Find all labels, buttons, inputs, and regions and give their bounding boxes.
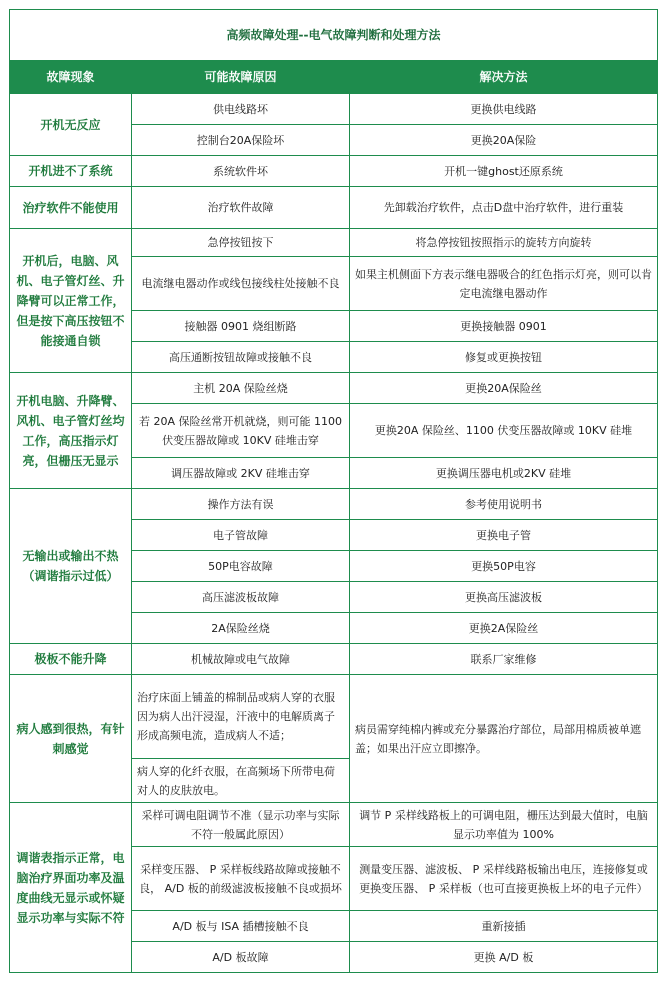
symptom-cell: 开机无反应 (10, 94, 132, 156)
symptom-cell: 开机后，电脑、风机、电子管灯丝、升降臂可以正常工作，但是按下高压按钮不能接通自锁 (10, 229, 132, 373)
cause-cell: 操作方法有误 (132, 489, 350, 520)
cause-cell: 高压通断按钮故障或接触不良 (132, 342, 350, 373)
solution-cell: 更换供电线路 (350, 94, 658, 125)
table-row (10, 373, 658, 404)
cause-cell: 治疗床面上铺盖的棉制品或病人穿的衣服因为病人出汗浸湿，汗液中的电解质离子形成高频电流，造成病人不适； (132, 675, 350, 759)
solution-cell: 测量变压器、滤波板、 P 采样线路板输出电压，连接修复或更换变压器、 P 采样板（也可直接更换板上坏的电子元件） (350, 847, 658, 911)
symptom-cell: 病人感到很热，有针刺感觉 (10, 675, 132, 803)
header-symptom: 故障现象 (10, 61, 132, 94)
cause-cell: 2A保险丝烧 (132, 613, 350, 644)
table-row (10, 644, 658, 675)
solution-cell: 调节 P 采样线路板上的可调电阻，栅压达到最大值时，电脑显示功率值为 100% (350, 803, 658, 847)
cause-cell: 治疗软件故障 (132, 187, 350, 229)
table-title: 高频故障处理--电气故障判断和处理方法 (10, 10, 658, 61)
solution-cell: 病员需穿纯棉内裤或充分暴露治疗部位，局部用棉质被单遮盖；如果出汗应立即擦净。 (350, 675, 658, 803)
symptom-cell: 极板不能升降 (10, 644, 132, 675)
cause-cell: 高压滤波板故障 (132, 582, 350, 613)
table-row (10, 229, 658, 257)
solution-cell: 更换20A保险丝 (350, 373, 658, 404)
table-row (10, 94, 658, 125)
cause-cell: 50P电容故障 (132, 551, 350, 582)
cause-cell: 系统软件坏 (132, 156, 350, 187)
cause-cell: 电流继电器动作或线包接线柱处接触不良 (132, 257, 350, 311)
fault-table-container (9, 9, 657, 973)
table-row (10, 803, 658, 847)
table-row (10, 489, 658, 520)
cause-cell: A/D 板与 ISA 插槽接触不良 (132, 911, 350, 942)
solution-cell: 更换20A 保险丝、1100 伏变压器故障或 10KV 硅堆 (350, 404, 658, 458)
solution-cell: 更换20A保险 (350, 125, 658, 156)
solution-cell: 更换2A保险丝 (350, 613, 658, 644)
cause-cell: 采样变压器、 P 采样板线路故障或接触不良， A/D 板的前级滤波板接触不良或损坏 (132, 847, 350, 911)
header-cause: 可能故障原因 (132, 61, 350, 94)
cause-cell: 供电线路坏 (132, 94, 350, 125)
solution-cell: 先卸载治疗软件，点击D盘中治疗软件，进行重装 (350, 187, 658, 229)
solution-cell: 更换调压器电机或2KV 硅堆 (350, 458, 658, 489)
table-row (10, 156, 658, 187)
cause-cell: 采样可调电阻调节不准（显示功率与实际不符一般属此原因） (132, 803, 350, 847)
cause-cell: A/D 板故障 (132, 942, 350, 973)
solution-cell: 更换 A/D 板 (350, 942, 658, 973)
solution-cell: 更换50P电容 (350, 551, 658, 582)
cause-cell: 若 20A 保险丝常开机就烧，则可能 1100 伏变压器故障或 10KV 硅堆击穿 (132, 404, 350, 458)
solution-cell: 更换高压滤波板 (350, 582, 658, 613)
cause-cell: 急停按钮按下 (132, 229, 350, 257)
solution-cell: 重新接插 (350, 911, 658, 942)
symptom-cell: 无输出或输出不热（调谐指示过低） (10, 489, 132, 644)
cause-cell: 主机 20A 保险丝烧 (132, 373, 350, 404)
cause-cell: 电子管故障 (132, 520, 350, 551)
solution-cell: 修复或更换按钮 (350, 342, 658, 373)
solution-cell: 更换电子管 (350, 520, 658, 551)
cause-cell: 控制台20A保险坏 (132, 125, 350, 156)
symptom-cell: 治疗软件不能使用 (10, 187, 132, 229)
solution-cell: 如果主机侧面下方表示继电器吸合的红色指示灯亮，则可以肯定电流继电器动作 (350, 257, 658, 311)
solution-cell: 更换接触器 0901 (350, 311, 658, 342)
solution-cell: 参考使用说明书 (350, 489, 658, 520)
cause-cell: 病人穿的化纤衣服，在高频场下所带电荷对人的皮肤放电。 (132, 759, 350, 803)
symptom-cell: 调谐表指示正常，电脑治疗界面功率及温度曲线无显示或怀疑显示功率与实际不符 (10, 803, 132, 973)
solution-cell: 将急停按钮按照指示的旋转方向旋转 (350, 229, 658, 257)
header-solution: 解决方法 (350, 61, 658, 94)
symptom-cell: 开机进不了系统 (10, 156, 132, 187)
cause-cell: 接触器 0901 烧组断路 (132, 311, 350, 342)
solution-cell: 联系厂家维修 (350, 644, 658, 675)
fault-table (9, 9, 658, 973)
header-row (10, 61, 658, 94)
cause-cell: 机械故障或电气故障 (132, 644, 350, 675)
solution-cell: 开机一键ghost还原系统 (350, 156, 658, 187)
symptom-cell: 开机电脑、升降臂、风机、电子管灯丝均工作，高压指示灯亮，但栅压无显示 (10, 373, 132, 489)
table-row (10, 187, 658, 229)
cause-cell: 调压器故障或 2KV 硅堆击穿 (132, 458, 350, 489)
table-row (10, 675, 658, 759)
